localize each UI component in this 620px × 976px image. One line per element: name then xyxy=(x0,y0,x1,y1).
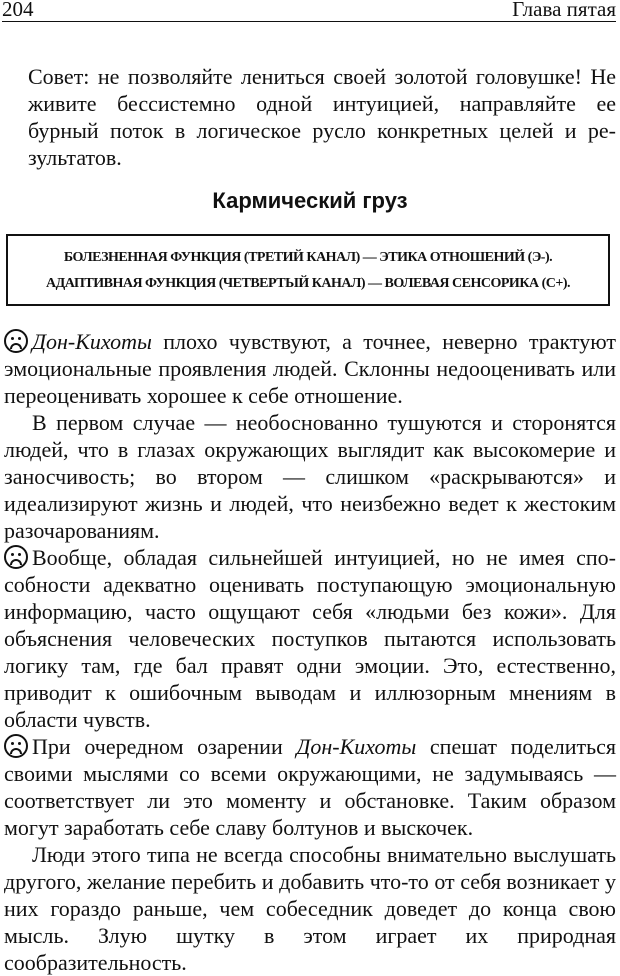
running-header xyxy=(0,0,620,22)
paragraph-1-text: плохо чувствуют, а точнее, неверно трактуют эмоциональные проявления людей. Склонны недооценивать или переоценивать хорошее к себе отношение. xyxy=(4,329,616,408)
paragraph-2: В первом случае — необоснованно тушуются и сторонятся людей, что в глазах окружающих выглядит как высокомерие и заносчивость; во втором — слишком «раскрываются» и идеализируют жизнь и людей, что неизбежно ведет к жестоким разочарованиям. xyxy=(4,410,616,543)
paragraph-4-italic: Дон-Кихоты xyxy=(296,734,417,759)
function-box xyxy=(6,234,610,306)
header-rule xyxy=(2,21,616,22)
chapter-title: Глава пятая xyxy=(512,0,616,21)
sad-face-icon xyxy=(4,329,28,353)
section-title: Кармический груз xyxy=(212,188,408,213)
advice-text: Совет: не позволяйте лениться своей золотой головушке! Не живите бессистемно одной интуицией, направляйте ее бурный поток в логическое русло конкретных целей и результатов. xyxy=(28,64,616,170)
paragraph-3-text: Вообще, обладая сильнейшей интуицией, но не имея способности адекватно оценивать поступающую эмоциональную информацию, часто ощущают себя «людьми без кожи». Для объяснения человеческих поступков пытаются использовать логику там, где бал правят одни эмоции. Это, естественно, приводит к ошибочным выводам и иллюзорным мнениям в области чувств. xyxy=(4,545,616,732)
main-text xyxy=(4,328,616,976)
function-box-line-1: БОЛЕЗНЕННАЯ ФУНКЦИЯ (ТРЕТИЙ КАНАЛ) — ЭТИКА ОТНОШЕНИЙ (Э-). xyxy=(63,250,553,265)
paragraph-1 xyxy=(4,328,616,409)
page-number: 204 xyxy=(2,0,34,21)
advice-paragraph xyxy=(28,63,616,171)
paragraph-4 xyxy=(4,733,616,841)
paragraph-4-text-before: При очередном озарении xyxy=(32,734,297,759)
paragraph-5: Люди этого типа не всегда способны внимательно выслушать другого, желание перебить и добавить что-то от себя возникает у них гораздо раньше, чем собеседник доведет до конца свою мысль. Злую шутку в этом играет их природная сообразительность. xyxy=(4,842,616,975)
paragraph-3 xyxy=(4,544,616,733)
sad-face-icon xyxy=(4,734,28,758)
function-box-line-2: АДАПТИВНАЯ ФУНКЦИЯ (ЧЕТВЕРТЫЙ КАНАЛ) — ВОЛЕВАЯ СЕНСОРИКА (С+). xyxy=(45,276,570,291)
paragraph-4-text-after: спешат поделиться своими мыслями со всеми окружающими, не задумываясь — соответствует ли это моменту и обстановке. Таким образом могут заработать себе славу болтунов и выскочек. xyxy=(4,734,617,840)
sad-face-icon xyxy=(4,545,28,569)
paragraph-1-italic: Дон-Кихоты xyxy=(32,329,152,354)
